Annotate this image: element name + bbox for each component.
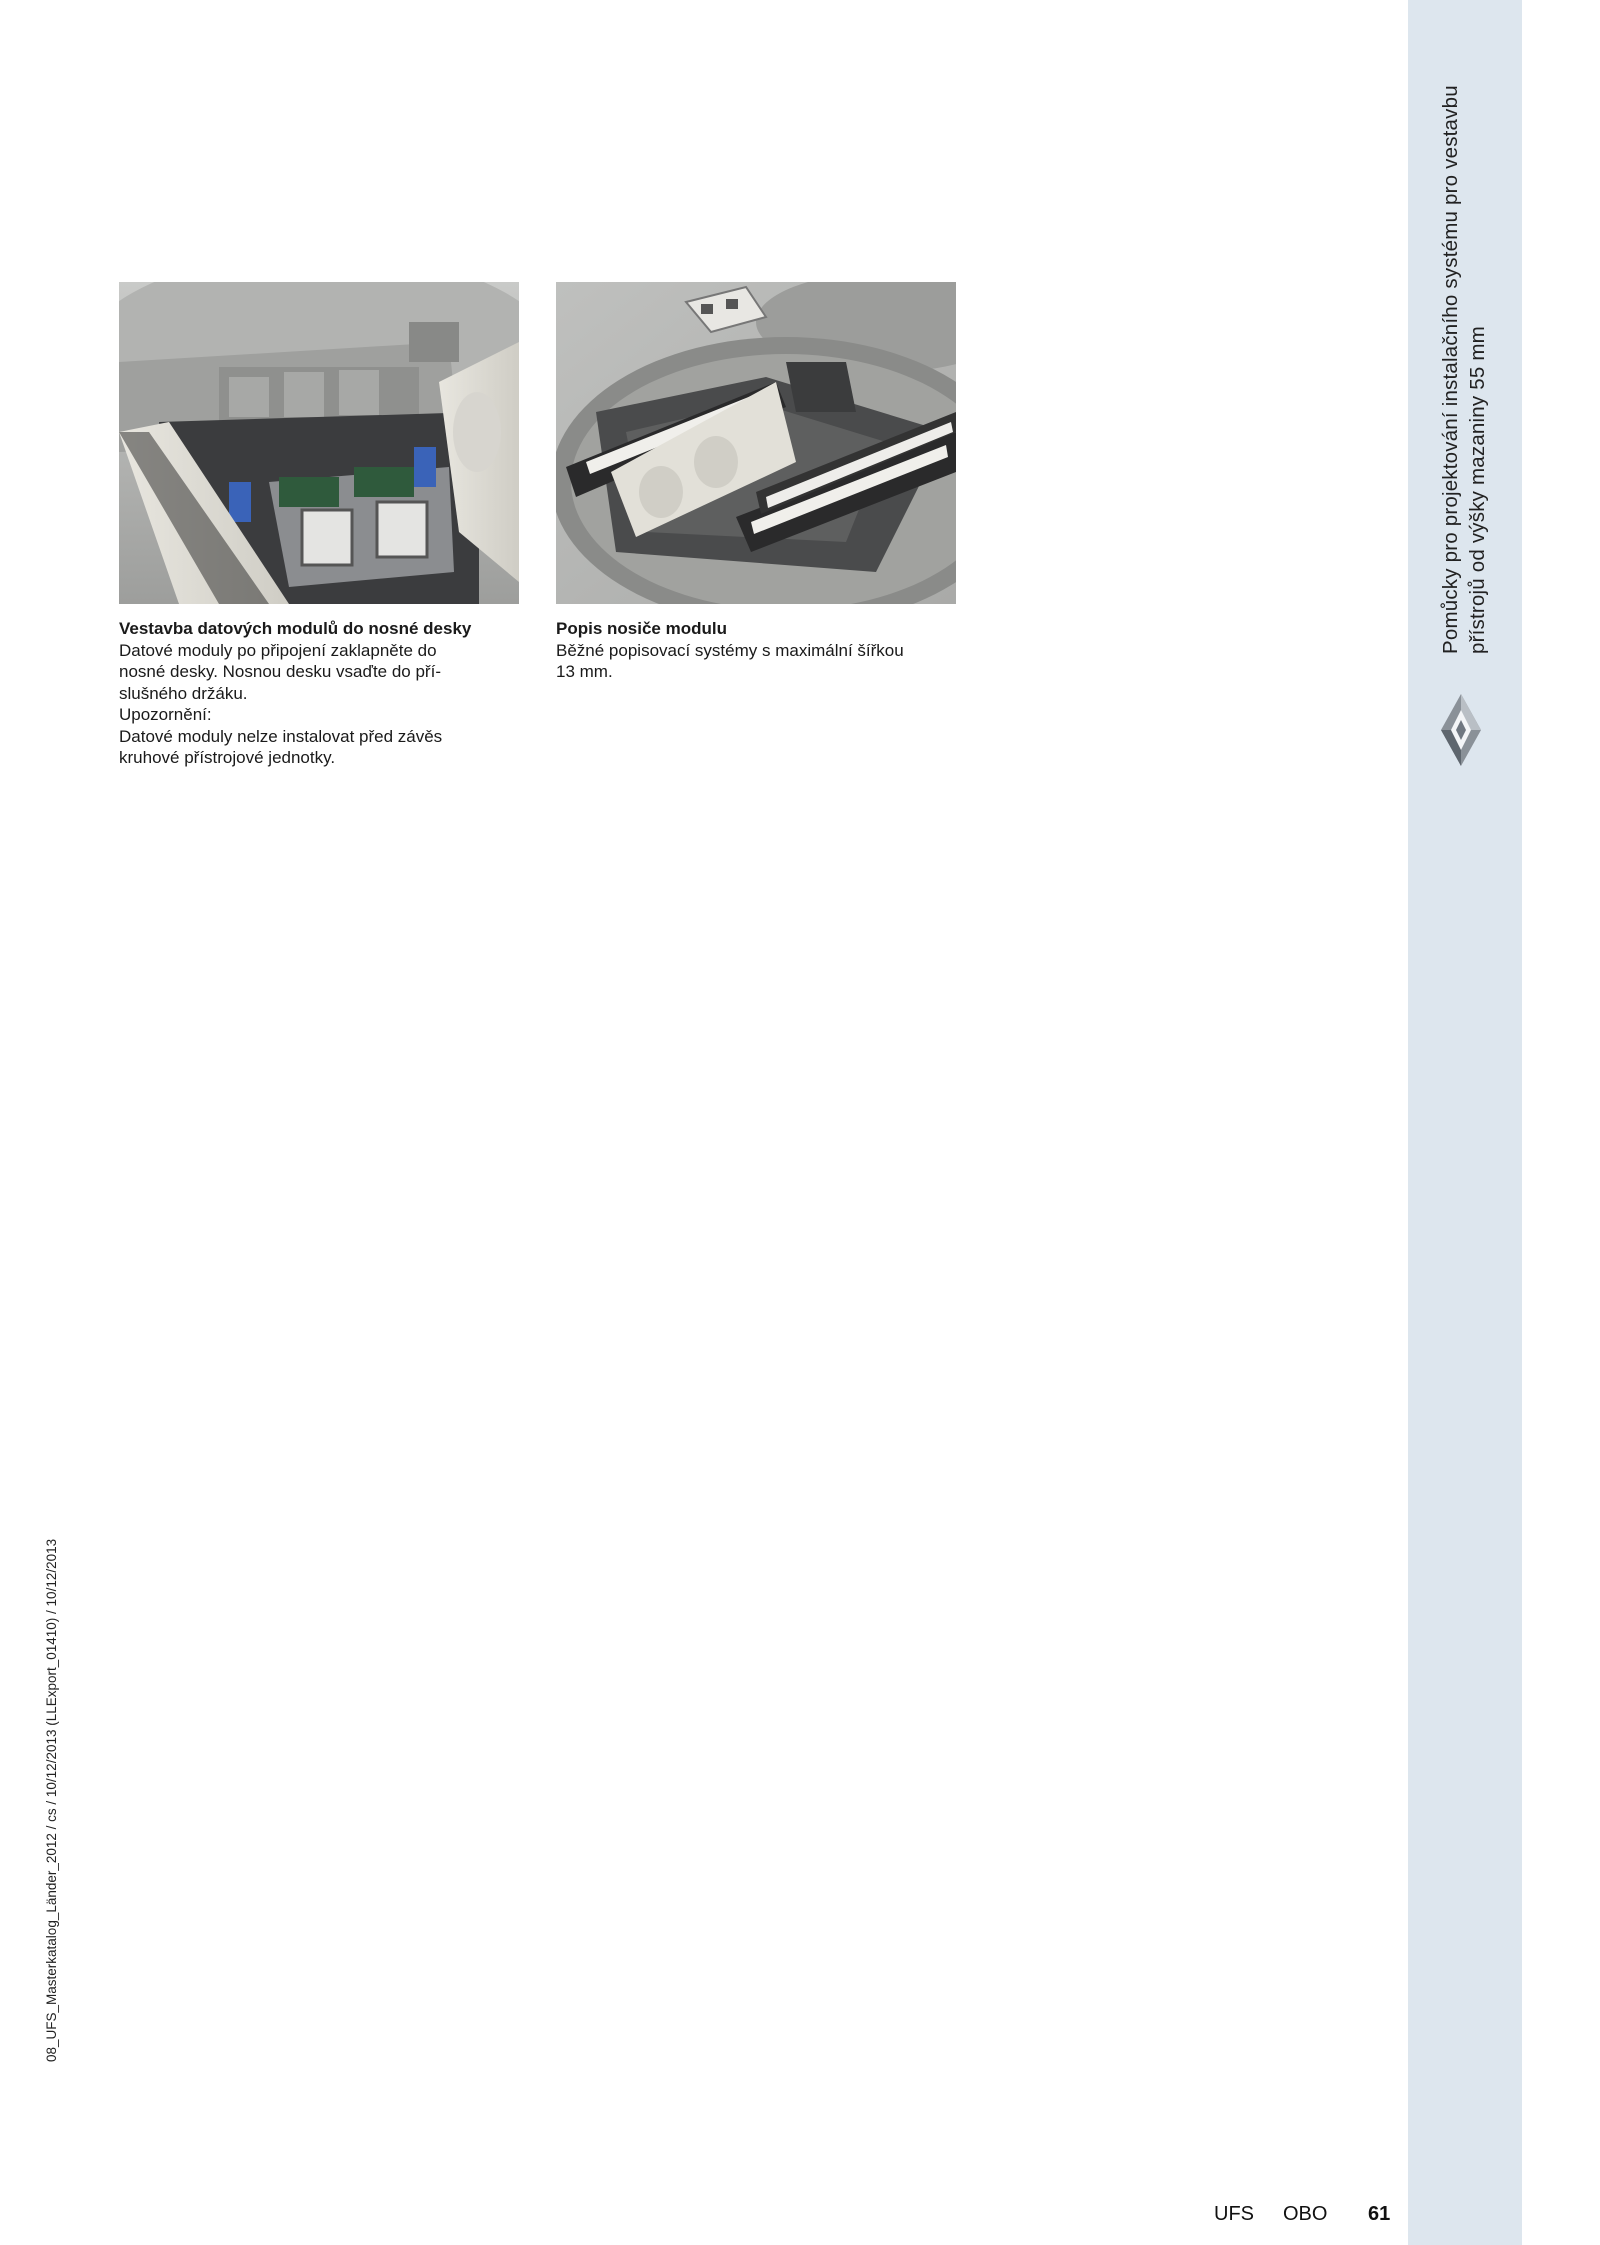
caption-left bbox=[119, 618, 539, 769]
caption-line: Datové moduly nelze instalovat před závěs bbox=[119, 726, 443, 746]
caption-line: Datové moduly po připojení zaklapněte do bbox=[119, 640, 437, 660]
side-catalog-code: 08_UFS_Masterkatalog_Länder_2012 / cs / 10/12/2013 (LLExport_01410) / 10/12/2013 bbox=[44, 1538, 59, 2062]
sidebar-title-line1: Pomůcky pro projektování instalačního systému pro vestavbu bbox=[1439, 85, 1462, 654]
caption-line: Upozornění: bbox=[119, 705, 212, 724]
sidebar-title bbox=[1437, 34, 1491, 654]
caption-line: slušného držáku. bbox=[119, 683, 248, 703]
sidebar-title-line2: přístrojů od výšky mazaniny 55 mm bbox=[1466, 326, 1489, 654]
caption-title: Popis nosiče modulu bbox=[556, 619, 727, 638]
caption-line: kruhové přístrojové jednotky. bbox=[119, 748, 336, 767]
footer-product: UFS bbox=[1214, 2203, 1254, 2225]
caption-line: Běžné popisovací systémy s maximální šířkou bbox=[556, 640, 904, 660]
page-number: 61 bbox=[1368, 2203, 1391, 2225]
footer-brand: OBO bbox=[1283, 2203, 1328, 2225]
caption-title: Vestavba datových modulů do nosné desky bbox=[119, 619, 472, 638]
obo-diamond-logo-icon bbox=[1437, 692, 1485, 768]
caption-line: nosné desky. Nosnou desku vsaďte do pří- bbox=[119, 662, 441, 681]
data-modules-photo bbox=[119, 282, 519, 604]
module-carrier-photo bbox=[556, 282, 956, 604]
caption-line: 13 mm. bbox=[556, 662, 613, 681]
caption-right bbox=[556, 618, 976, 683]
